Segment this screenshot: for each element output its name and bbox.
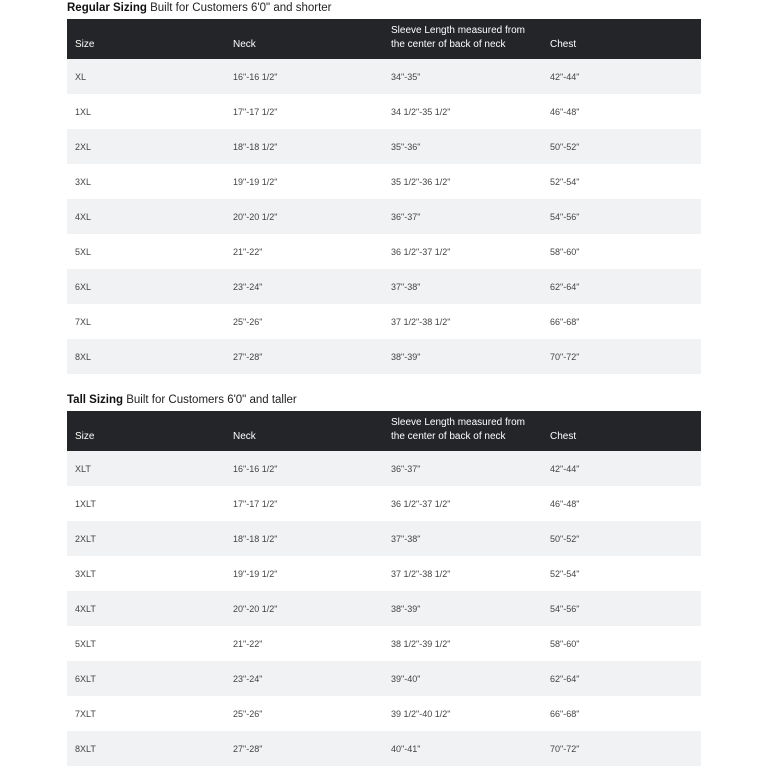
regular-sizing-section xyxy=(67,0,701,374)
cell-neck: 21"-22" xyxy=(233,246,263,257)
header-chest: Chest xyxy=(550,431,577,442)
cell-chest: 58"-60" xyxy=(550,638,580,649)
cell-sleeve: 38 1/2"-39 1/2" xyxy=(391,638,451,649)
cell-neck: 18"-18 1/2" xyxy=(233,141,278,152)
header-sleeve-line1: Sleeve Length measured from xyxy=(391,417,525,428)
header-size: Size xyxy=(75,39,95,50)
cell-size: 1XL xyxy=(75,106,92,117)
tall-sizing-heading xyxy=(67,392,701,411)
cell-size: 8XL xyxy=(75,351,92,362)
table-row xyxy=(67,59,701,94)
cell-neck: 23"-24" xyxy=(233,281,263,292)
cell-chest: 50"-52" xyxy=(550,141,580,152)
cell-chest: 70"-72" xyxy=(550,351,580,362)
cell-neck: 17"-17 1/2" xyxy=(233,106,278,117)
cell-sleeve: 38"-39" xyxy=(391,351,421,362)
cell-chest: 70"-72" xyxy=(550,743,580,754)
cell-sleeve: 39"-40" xyxy=(391,673,421,684)
header-size: Size xyxy=(75,431,95,442)
cell-sleeve: 37"-38" xyxy=(391,281,421,292)
table-row xyxy=(67,626,701,661)
cell-sleeve: 36"-37" xyxy=(391,463,421,474)
table-row xyxy=(67,269,701,304)
cell-sleeve: 37 1/2"-38 1/2" xyxy=(391,568,451,579)
cell-chest: 42"-44" xyxy=(550,463,580,474)
header-sleeve-line2: the center of back of neck xyxy=(391,39,506,50)
table-row xyxy=(67,591,701,626)
table-row xyxy=(67,94,701,129)
regular-size-table xyxy=(67,19,701,374)
cell-neck: 19"-19 1/2" xyxy=(233,176,278,187)
regular-sizing-subtitle: Built for Customers 6'0" and shorter xyxy=(150,2,332,14)
cell-sleeve: 36 1/2"-37 1/2" xyxy=(391,498,451,509)
cell-size: 5XL xyxy=(75,246,92,257)
cell-size: 6XL xyxy=(75,281,92,292)
table-row xyxy=(67,661,701,696)
cell-chest: 66"-68" xyxy=(550,708,580,719)
cell-size: 7XLT xyxy=(75,708,96,719)
header-sleeve-line1: Sleeve Length measured from xyxy=(391,25,525,36)
cell-neck: 18"-18 1/2" xyxy=(233,533,278,544)
header-neck: Neck xyxy=(233,39,256,50)
cell-size: 6XLT xyxy=(75,673,96,684)
cell-sleeve: 38"-39" xyxy=(391,603,421,614)
tall-size-table xyxy=(67,411,701,766)
table-row xyxy=(67,521,701,556)
cell-size: 3XL xyxy=(75,176,92,187)
cell-neck: 16"-16 1/2" xyxy=(233,463,278,474)
cell-sleeve: 40"-41" xyxy=(391,743,421,754)
cell-chest: 58"-60" xyxy=(550,246,580,257)
cell-neck: 21"-22" xyxy=(233,638,263,649)
table-row xyxy=(67,129,701,164)
table-row xyxy=(67,234,701,269)
header-sleeve xyxy=(383,19,542,59)
table-header-row xyxy=(67,19,701,59)
cell-size: 2XLT xyxy=(75,533,96,544)
cell-neck: 27"-28" xyxy=(233,743,263,754)
cell-sleeve: 36"-37" xyxy=(391,211,421,222)
cell-chest: 54"-56" xyxy=(550,603,580,614)
cell-neck: 27"-28" xyxy=(233,351,263,362)
table-row xyxy=(67,164,701,199)
table-row xyxy=(67,199,701,234)
regular-sizing-heading xyxy=(67,0,701,19)
cell-size: 1XLT xyxy=(75,498,96,509)
cell-sleeve: 36 1/2"-37 1/2" xyxy=(391,246,451,257)
cell-chest: 46"-48" xyxy=(550,106,580,117)
cell-size: 4XLT xyxy=(75,603,96,614)
cell-chest: 54"-56" xyxy=(550,211,580,222)
table-header-row xyxy=(67,411,701,451)
cell-sleeve: 34 1/2"-35 1/2" xyxy=(391,106,451,117)
table-row xyxy=(67,486,701,521)
tall-sizing-section xyxy=(67,392,701,766)
cell-sleeve: 35"-36" xyxy=(391,141,421,152)
cell-sleeve: 37"-38" xyxy=(391,533,421,544)
cell-neck: 20"-20 1/2" xyxy=(233,603,278,614)
cell-size: 4XL xyxy=(75,211,92,222)
cell-size: 2XL xyxy=(75,141,92,152)
table-row xyxy=(67,556,701,591)
cell-sleeve: 37 1/2"-38 1/2" xyxy=(391,316,451,327)
cell-chest: 66"-68" xyxy=(550,316,580,327)
cell-size: XL xyxy=(75,71,87,82)
cell-neck: 17"-17 1/2" xyxy=(233,498,278,509)
header-neck: Neck xyxy=(233,431,256,442)
cell-neck: 19"-19 1/2" xyxy=(233,568,278,579)
table-row xyxy=(67,696,701,731)
tall-sizing-subtitle: Built for Customers 6'0" and taller xyxy=(126,394,297,406)
cell-neck: 25"-26" xyxy=(233,708,263,719)
cell-size: 8XLT xyxy=(75,743,96,754)
header-chest: Chest xyxy=(550,39,577,50)
cell-sleeve: 35 1/2"-36 1/2" xyxy=(391,176,451,187)
cell-neck: 23"-24" xyxy=(233,673,263,684)
cell-sleeve: 34"-35" xyxy=(391,71,421,82)
cell-chest: 52"-54" xyxy=(550,176,580,187)
cell-sleeve: 39 1/2"-40 1/2" xyxy=(391,708,451,719)
cell-chest: 62"-64" xyxy=(550,281,580,292)
header-sleeve xyxy=(383,411,542,451)
tall-sizing-title: Tall Sizing xyxy=(67,394,124,406)
table-row xyxy=(67,304,701,339)
cell-chest: 46"-48" xyxy=(550,498,580,509)
cell-chest: 50"-52" xyxy=(550,533,580,544)
cell-size: 5XLT xyxy=(75,638,96,649)
cell-chest: 62"-64" xyxy=(550,673,580,684)
cell-chest: 52"-54" xyxy=(550,568,580,579)
cell-chest: 42"-44" xyxy=(550,71,580,82)
cell-neck: 20"-20 1/2" xyxy=(233,211,278,222)
cell-size: XLT xyxy=(75,463,91,474)
header-sleeve-line2: the center of back of neck xyxy=(391,431,506,442)
cell-size: 7XL xyxy=(75,316,92,327)
table-row xyxy=(67,731,701,766)
table-row xyxy=(67,339,701,374)
regular-sizing-title: Regular Sizing xyxy=(67,2,147,14)
cell-neck: 16"-16 1/2" xyxy=(233,71,278,82)
cell-neck: 25"-26" xyxy=(233,316,263,327)
table-row xyxy=(67,451,701,486)
cell-size: 3XLT xyxy=(75,568,96,579)
